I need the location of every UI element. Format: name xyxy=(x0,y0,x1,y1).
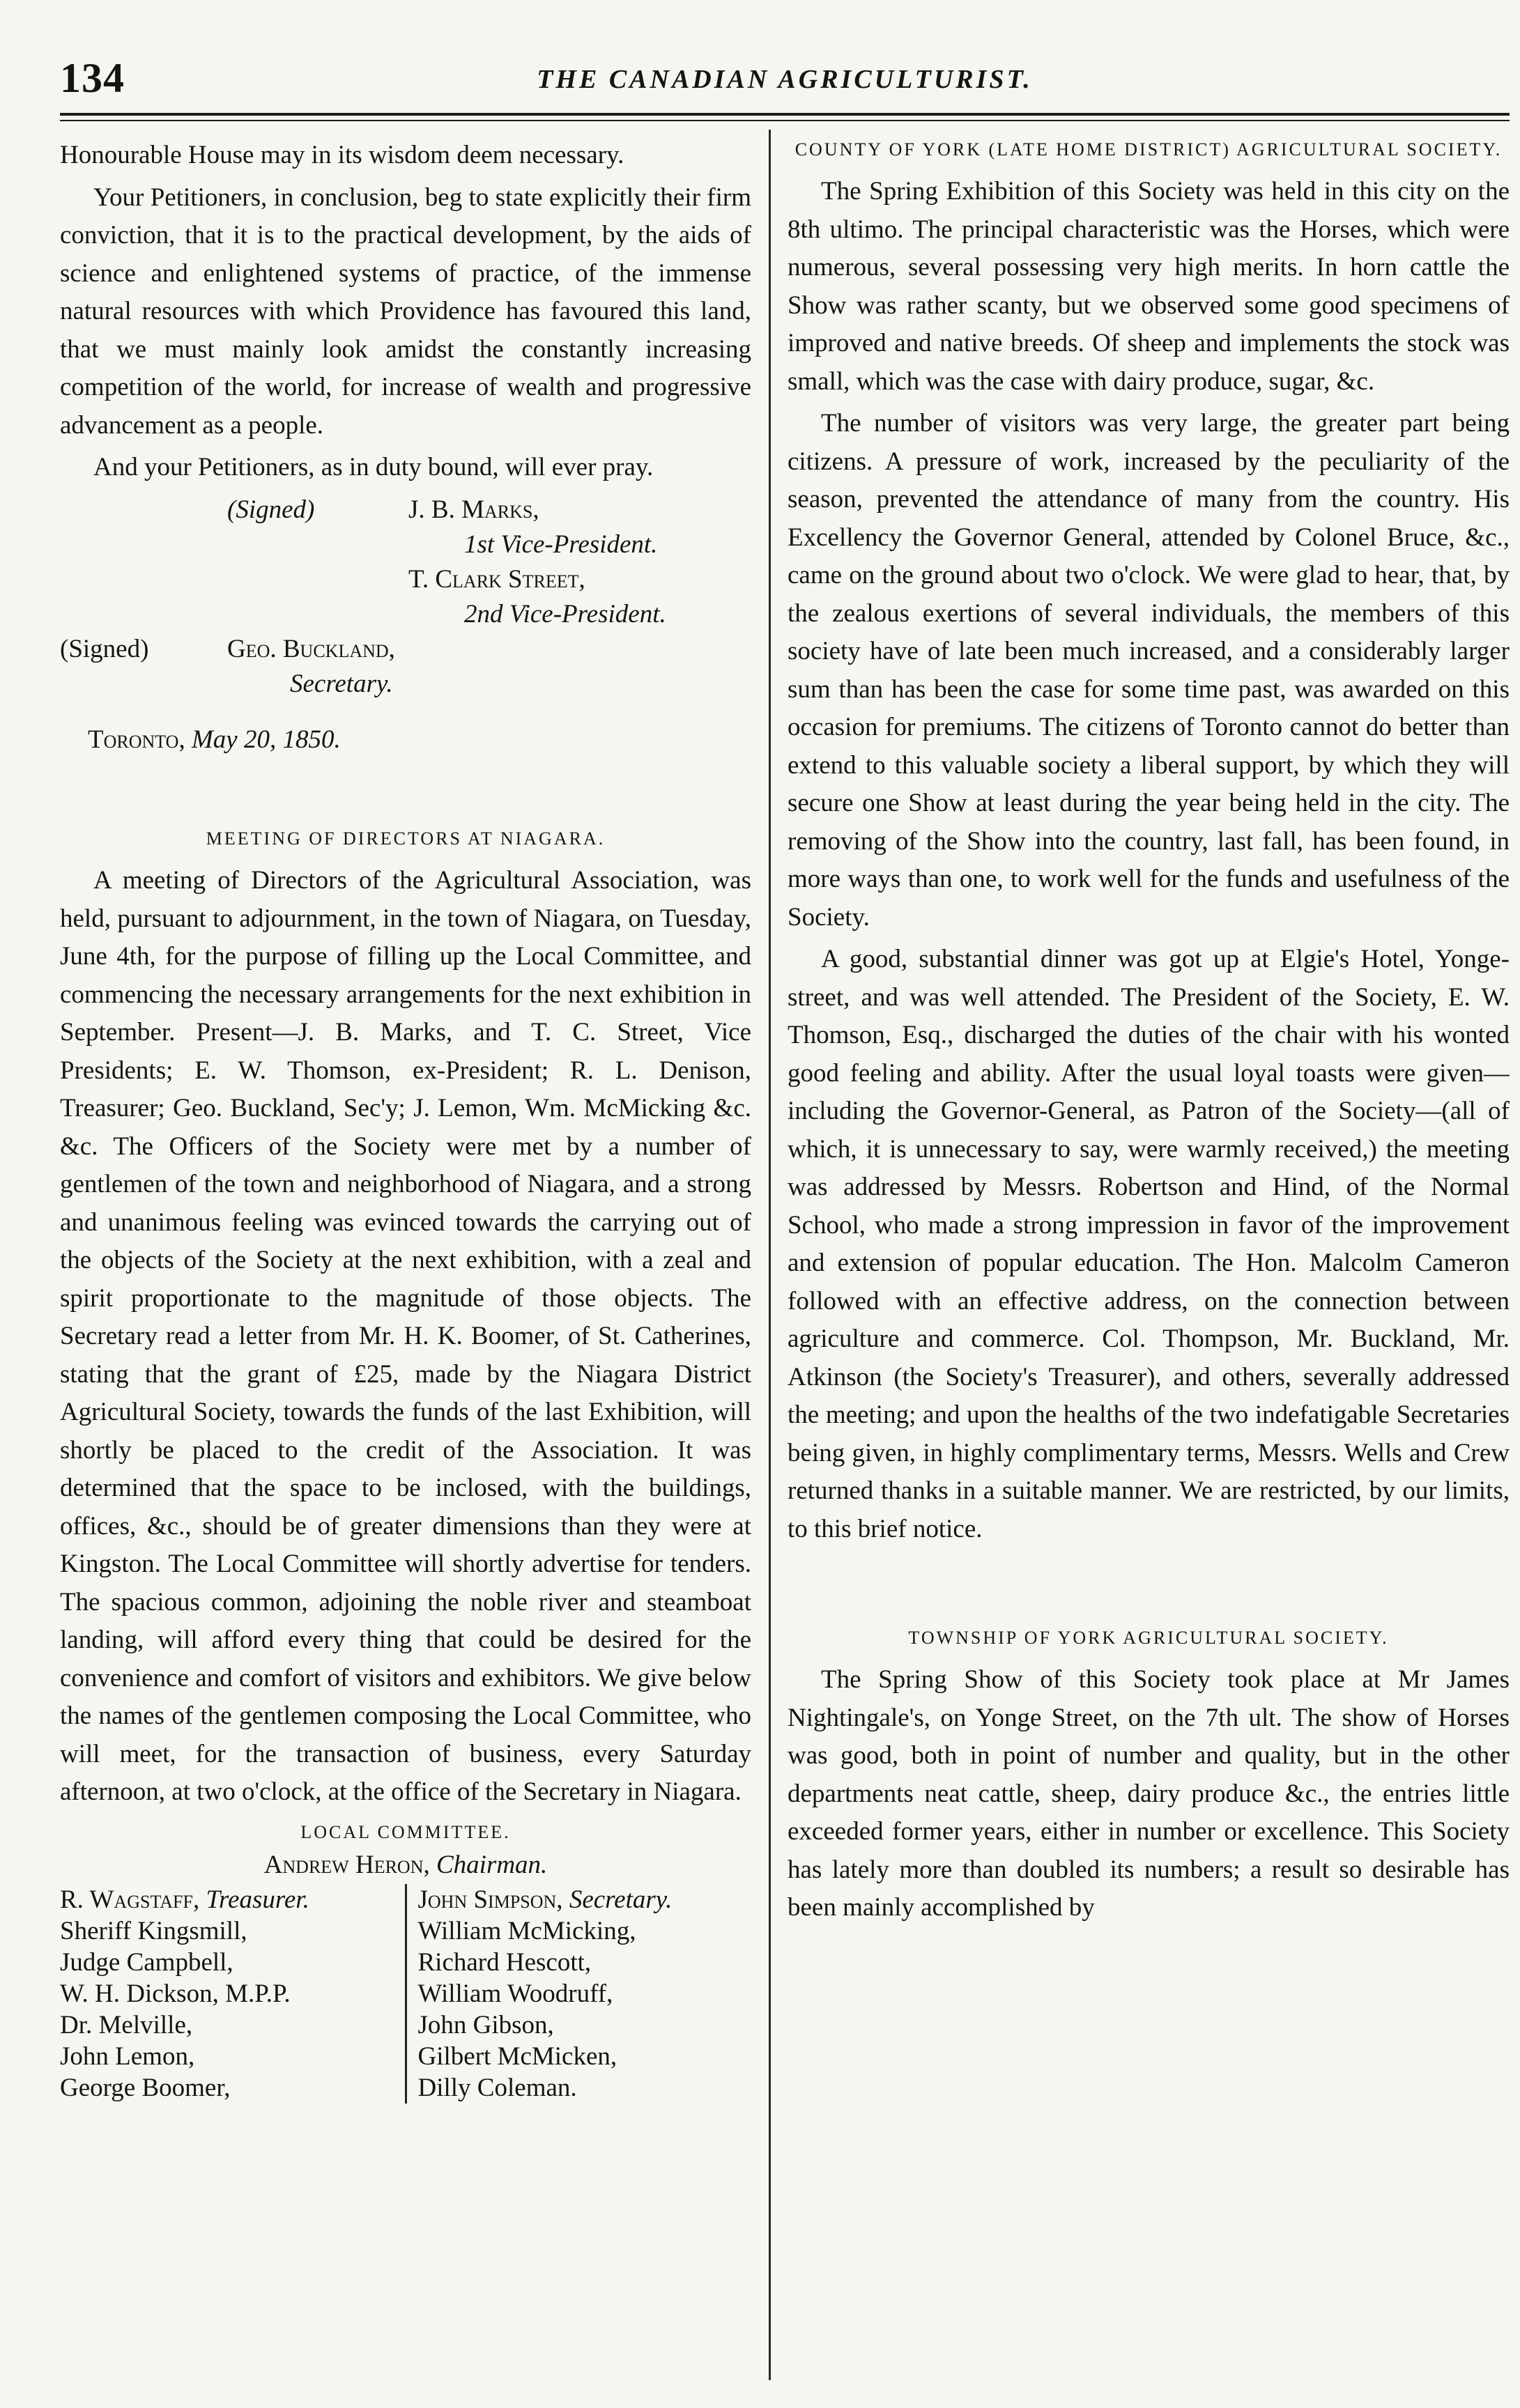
county-heading: COUNTY OF YORK (LATE HOME DISTRICT) AGRICULTURAL SOCIETY. xyxy=(794,139,1503,160)
list-item: Gilbert McMicken, xyxy=(417,2042,617,2071)
dateline-place: Toronto, xyxy=(88,725,185,754)
committee-members-right xyxy=(405,1884,752,2104)
petition-conclusion: Your Petitioners, in conclusion, beg to state explicitly their firm conviction, that it is to the practical development, by the aids of science and enlightened systems of practice, of the immense natural resources with which Providence has favoured this land, that we must mainly look amidst the constantly increasing competition of the world, for increase of wealth and progressive advancement as a people. xyxy=(60,183,751,440)
committee-heading: LOCAL COMMITTEE. xyxy=(300,1821,511,1842)
meeting-heading: MEETING OF DIRECTORS AT NIAGARA. xyxy=(206,828,606,849)
county-paragraph-3: A good, substantial dinner was got up at Elgie's Hotel, Yonge-street, and was well attended. The President of the Society, E. W. Thomson, Esq., discharged the duties of the chair with his wonted good feeling and ability. After the usual loyal toasts were given—including the Governor-General, as Patron of the Society—(all of which, it is unnecessary to say, were warmly received,) the meeting was addressed by Messrs. Robertson and Hind, of the Normal School, who made a strong impression in favor of the improvement and extension of popular education. The Hon. Malcolm Cameron followed with an effective address, on the connection between agriculture and commerce. Col. Thompson, Mr. Buckland, Mr. Atkinson (the Society's Treasurer), and others, severally addressed the meeting; and upon the healths of the two indefatigable Secretaries being given, in highly complimentary terms, Messrs. Wells and Crew returned thanks in a suitable manner. We are restricted, by our limits, to this brief notice. xyxy=(788,945,1510,1543)
list-item: George Boomer, xyxy=(60,2073,231,2102)
header-rule-thick xyxy=(60,113,1510,116)
left-column xyxy=(60,137,751,2380)
signer-title-3: Secretary. xyxy=(290,669,393,698)
chairman-name: Andrew Heron, xyxy=(263,1850,430,1879)
committee-chairman xyxy=(60,1846,751,1884)
township-heading: TOWNSHIP OF YORK AGRICULTURAL SOCIETY. xyxy=(908,1628,1389,1648)
committee-members-left xyxy=(60,1884,405,2104)
county-paragraph-2: The number of visitors was very large, the greater part being citizens. A pressure of work, increased by the peculiarity of the season, prevented the attendance of many from the country. His Excellency the Governor General, attended by Colonel Bruce, &c., came on the ground about two o'clock. We were glad to hear, that, by the zealous exertions of several individuals, the members of this society have of late been much increased, and a considerably larger sum than has been the case for some time past, was awarded on this occasion for premiums. The citizens of Toronto cannot do better than extend to this valuable society a liberal support, by which they will secure one Show at least during the year being held in the city. The removing of the Show into the country, last fall, has been found, in more ways than one, to work well for the funds and usefulness of the Society. xyxy=(788,409,1510,932)
list-item: William Woodruff, xyxy=(417,1979,613,2008)
treasurer-line xyxy=(60,1884,394,1915)
header-rule-thin xyxy=(60,120,1510,121)
signer-title-2: 2nd Vice-President. xyxy=(464,599,666,628)
signed-label-2: (Signed) xyxy=(60,634,149,663)
treasurer-title: Treasurer. xyxy=(206,1885,309,1914)
signature-block xyxy=(60,491,751,714)
secretary-line xyxy=(418,1884,752,1915)
petition-ending: Honourable House may in its wisdom deem necessary. xyxy=(60,141,624,169)
list-item: Judge Campbell, xyxy=(60,1947,233,1977)
list-item: John Lemon, xyxy=(60,2042,195,2071)
running-title: THE CANADIAN AGRICULTURIST. xyxy=(537,65,1033,94)
list-item: Dr. Melville, xyxy=(60,2010,193,2039)
committee-members xyxy=(60,1884,751,2104)
column-divider xyxy=(769,130,771,2380)
list-item: Sheriff Kingsmill, xyxy=(60,1916,247,1945)
signer-name-2: T. Clark Street, xyxy=(408,564,585,594)
treasurer-name: R. Wagstaff, xyxy=(60,1885,200,1914)
meeting-text: A meeting of Directors of the Agricultural Association, was held, pursuant to adjournment, in the town of Niagara, on Tuesday, June 4th, for the purpose of filling up the Local Committee, and commencing the necessary arrangements for the next exhibition in September. Present—J. B. Marks, and T. C. Street, Vice Presidents; E. W. Thomson, ex-President; R. L. Denison, Treasurer; Geo. Buckland, Sec'y; J. Lemon, Wm. McMicking &c. &c. The Officers of the Society were met by a number of gentlemen of the town and neighborhood of Niagara, and a strong and unanimous feeling was evinced towards the carrying out of the objects of the Society at the next exhibition, with a zeal and spirit proportionate to the magnitude of those objects. The Secretary read a letter from Mr. H. K. Boomer, of St. Catherines, stating that the grant of £25, made by the Niagara District Agricultural Society, towards the funds of the last Exhibition, will shortly be placed to the credit of the Association. It was determined that the space to be inclosed, with the buildings, offices, &c., should be of greater dimensions than they were at Kingston. The Local Committee will shortly advertise for tenders. The spacious common, adjoining the noble river and steamboat landing, will afford every thing that could be desired for the convenience and comfort of visitors and exhibitors. We give below the names of the gentlemen composing the Local Committee, who will meet, for the transaction of business, every Saturday afternoon, at two o'clock, at the office of the Secretary in Niagara. xyxy=(60,866,751,1806)
signer-name-1: J. B. Marks, xyxy=(408,495,539,524)
list-item: Richard Hescott, xyxy=(417,1947,592,1977)
page-header xyxy=(60,54,1510,103)
township-paragraph-1: The Spring Show of this Society took place at Mr James Nightingale's, on Yonge Street, on the 7th ult. The show of Horses was good, both in point of number and quality, but in the other departments neat cattle, sheep, dairy produce &c., the entries little exceeded former years, either in number or excellence. This Society has lately more than doubled its numbers; a result so desirable has been mainly accomplished by xyxy=(788,1665,1510,1922)
signer-name-3: Geo. Buckland, xyxy=(227,634,395,663)
list-item: William McMicking, xyxy=(417,1916,636,1945)
petition-pray: And your Petitioners, as in duty bound, will ever pray. xyxy=(93,453,654,481)
dateline-date: May 20, 1850. xyxy=(191,725,341,754)
secretary-name: John Simpson, xyxy=(417,1885,563,1914)
dateline xyxy=(88,721,751,759)
county-paragraph-1: The Spring Exhibition of this Society was held in this city on the 8th ultimo. The principal characteristic was the Horses, which were numerous, several possessing very high merits. In horn cattle the Show was rather scanty, but we observed some good specimens of improved and native breeds. Of sheep and implements the stock was small, which was the case with dairy produce, sugar, &c. xyxy=(788,177,1510,396)
secretary-title: Secretary. xyxy=(569,1885,673,1914)
list-item: Dilly Coleman. xyxy=(417,2073,577,2102)
right-column xyxy=(788,137,1510,2380)
page-number: 134 xyxy=(60,55,125,101)
signer-title-1: 1st Vice-President. xyxy=(464,530,658,559)
signed-label-1: (Signed) xyxy=(227,495,315,524)
list-item: John Gibson, xyxy=(417,2010,554,2039)
list-item: W. H. Dickson, M.P.P. xyxy=(60,1979,291,2008)
chairman-title: Chairman. xyxy=(436,1850,548,1879)
